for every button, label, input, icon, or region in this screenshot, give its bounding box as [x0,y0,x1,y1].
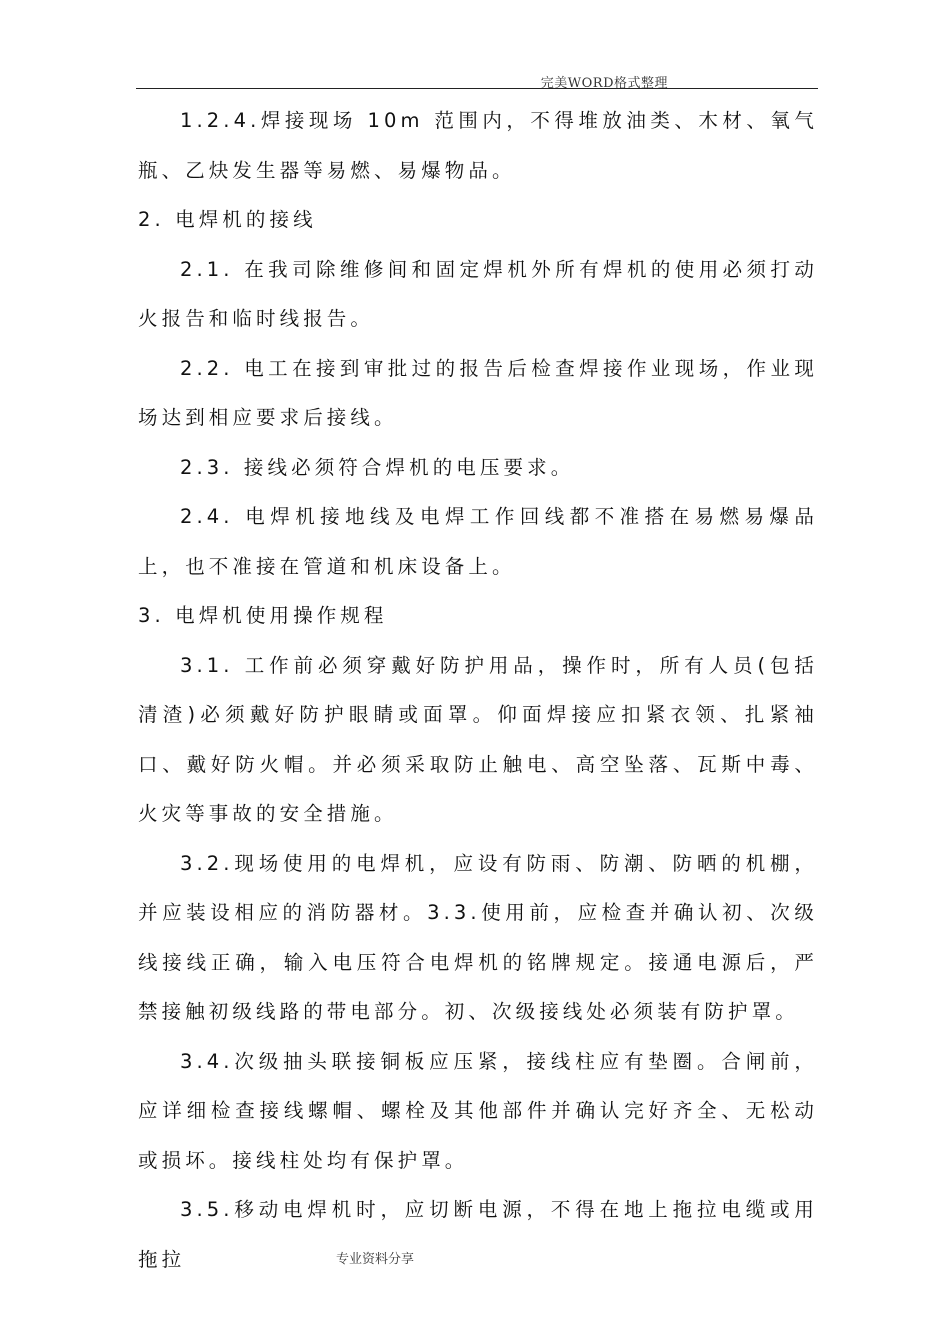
document-body [138,96,818,1284]
paragraph-3-4: 3.4.次级抽头联接铜板应压紧，接线柱应有垫圈。合闸前，应详细检查接线螺帽、螺栓及其他部件并确认完好齐全、无松动或损坏。接线柱处均有保护罩。 [138,1049,818,1172]
paragraph-3-1: 3.1. 工作前必须穿戴好防护用品，操作时，所有人员(包括清渣)必须戴好防护眼睛或面罩。仰面焊接应扣紧衣领、扎紧袖口、戴好防火帽。并必须采取防止触电、高空坠落、瓦斯中毒、火灾等事故的安全措施。 [138,653,818,825]
paragraph-2-4: 2.4. 电焊机接地线及电焊工作回线都不准搭在易燃易爆品上，也不准接在管道和机床设备上。 [138,505,818,578]
paragraph-1-2-4: 1.2.4.焊接现场 10m 范围内，不得堆放油类、木材、氧气瓶、乙炔发生器等易燃、易爆物品。 [138,109,818,182]
header-title: 完美WORD格式整理 [540,76,668,91]
page-header [136,68,818,89]
paragraph-2-1: 2.1. 在我司除维修间和固定焊机外所有焊机的使用必须打动火报告和临时线报告。 [138,257,818,330]
section-heading-2: 2. 电焊机的接线 [138,208,317,231]
page-footer: 专业资料分享 [336,1252,415,1267]
paragraph-2-2: 2.2. 电工在接到审批过的报告后检查焊接作业现场，作业现场达到相应要求后接线。 [138,356,818,429]
section-heading-3: 3. 电焊机使用操作规程 [138,604,388,627]
paragraph-3-2: 3.2.现场使用的电焊机，应设有防雨、防潮、防晒的机棚，并应装设相应的消防器材。3.3.使用前，应检查并确认初、次级线接线正确，输入电压符合电焊机的铭牌规定。接通电源后，严禁接触初级线路的带电部分。初、次级接线处必须装有防护罩。 [138,851,818,1023]
paragraph-3-5: 3.5.移动电焊机时，应切断电源，不得在地上拖拉电缆或用拖拉 [138,1198,818,1271]
paragraph-2-3: 2.3. 接线必须符合焊机的电压要求。 [180,455,575,479]
